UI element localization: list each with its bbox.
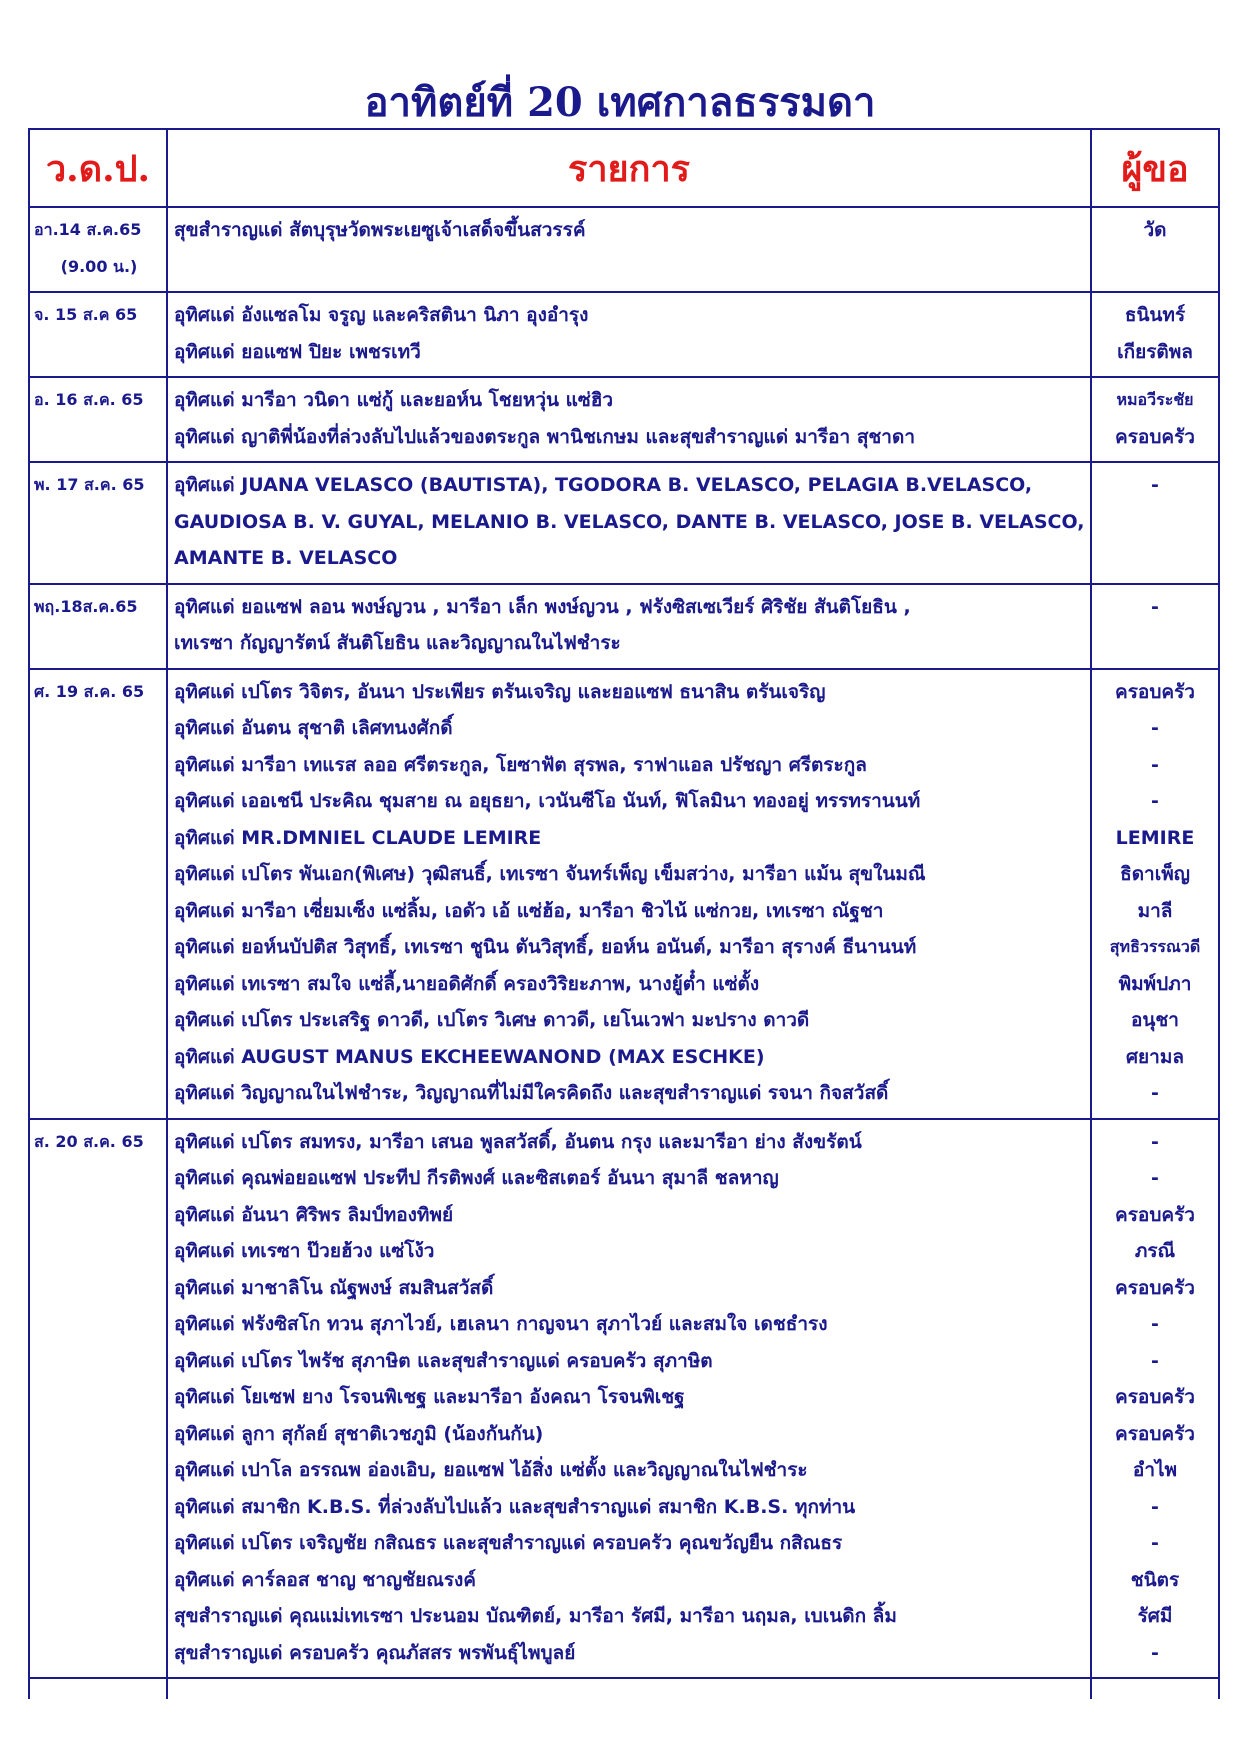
row-date	[29, 584, 167, 669]
row-date-text: พ. 17 ส.ค. 65	[34, 475, 145, 494]
row-date-text: ส. 20 ส.ค. 65	[34, 1131, 144, 1151]
requester-name: -	[1151, 1167, 1159, 1189]
intention-line: อุทิศแด่ เปาโล อรรณพ อ่องเอิบ, ยอแซฟ ไอ้สิ่ง แซ่ตั้ง และวิญญาณในไฟชำระ	[174, 1459, 808, 1481]
table-body	[29, 207, 1219, 1699]
page-title: อาทิตย์ที่ 20 เทศกาลธรรมดา	[364, 79, 876, 126]
row-date-text: อา.14 ส.ค.65	[34, 220, 142, 239]
row-items	[167, 669, 1091, 1119]
requester-name: -	[1151, 1130, 1159, 1153]
table-row	[29, 669, 1219, 1119]
intention-line: อุทิศแด่ เปโตร พันเอก(พิเศษ) วุฒิสนธิ์, เทเรซา จันทร์เพ็ญ เข็มสว่าง, มารีอา แม้น สุขในมณี	[174, 863, 926, 885]
row-items	[167, 377, 1091, 462]
intention-line: อุทิศแด่ เปโตร ประเสริฐ ดาวดี, เปโตร วิเศษ ดาวดี, เยโนเวฟา มะปราง ดาวดี	[174, 1009, 810, 1031]
intention-line: อุทิศแด่ มารีอา เซี่ยมเซ็ง แซ่ลิ้ม, เอดัว เอ้ แซ่ฮ้อ, มารีอา ชิวไน้ แซ่กวย, เทเรซา ณัฐชา	[174, 899, 884, 922]
intention-line: อุทิศแด่ ยอแซฟ ลอน พงษ์ญวน , มารีอา เล็ก พงษ์ญวน , ฟรังซิสเซเวียร์ ศิริชัย สันติโยธิน ,	[174, 595, 911, 618]
intention-line: อุทิศแด่ เออเชนี ประคิณ ชุมสาย ณ อยุธยา, เวนันซีโอ นันท์, ฟิโลมินา ทองอยู่ ทรรทรานนท์	[174, 790, 921, 812]
intention-line: อุทิศแด่ JUANA VELASCO (BAUTISTA), TGODORA B. VELASCO, PELAGIA B.VELASCO,	[174, 474, 1033, 496]
requester-name: ธิดาเพ็ญ	[1120, 863, 1190, 885]
intention-line: สุขสำราญแด่ คุณแม่เทเรซา ประนอม บัณฑิตย์, มารีอา รัศมี, มารีอา นฤมล, เบเนดิก ลิ้ม	[174, 1605, 897, 1627]
requester-name: ครอบครัว	[1115, 1422, 1195, 1445]
requester-name: ธนินทร์	[1124, 304, 1186, 326]
requester-name: -	[1151, 474, 1159, 496]
intention-line: อุทิศแด่ ญาติพี่น้องที่ล่วงลับไปแล้วของตระกูล พานิชเกษม และสุขสำราญแด่ มารีอา สุชาดา	[174, 425, 915, 448]
row-items	[167, 207, 1091, 292]
intention-line: AMANTE B. VELASCO	[174, 547, 398, 569]
intention-line: อุทิศแด่ มารีอา วนิดา แซ่กู้ และยอห์น โชยหวุ่น แซ่ฮิว	[174, 389, 614, 411]
intention-line: GAUDIOSA B. V. GUYAL, MELANIO B. VELASCO, DANTE B. VELASCO, JOSE B. VELASCO,	[174, 510, 1085, 533]
intention-line: อุทิศแด่ เปโตร เจริญชัย กสิณธร และสุขสำราญแด่ ครอบครัว คุณขวัญยืน กสิณธร	[174, 1532, 843, 1554]
intention-line: อุทิศแด่ คุณพ่อยอแซฟ ประทีป กีรติพงศ์ และซิสเตอร์ อันนา สุมาลี ชลหาญ	[174, 1167, 779, 1189]
requester-name: -	[1151, 1495, 1159, 1518]
table-row	[29, 1119, 1219, 1679]
row-requesters	[1091, 462, 1219, 584]
row-requesters	[1091, 292, 1219, 377]
table-row	[29, 377, 1219, 462]
row-date	[29, 669, 167, 1119]
requester-name: -	[1151, 1641, 1159, 1664]
requester-name: -	[1151, 717, 1159, 739]
table-row-continuation	[29, 1678, 1219, 1699]
intentions-table	[28, 128, 1220, 1699]
intention-line: สุขสำราญแด่ ครอบครัว คุณภัสสร พรพันธุ์ไพบูลย์	[174, 1641, 576, 1664]
header-requester: ผู้ขอ	[1091, 129, 1219, 207]
intention-line: อุทิศแด่ คาร์ลอส ชาญ ชาญชัยณรงค์	[174, 1568, 477, 1591]
requester-name: รัศมี	[1137, 1605, 1173, 1627]
intention-line: สุขสำราญแด่ สัตบุรุษวัดพระเยซูเจ้าเสด็จขึ้นสวรรค์	[174, 219, 586, 241]
requester-name: LEMIRE	[1115, 826, 1195, 849]
intention-line: อุทิศแด่ ยอห์นบัปติส วิสุทธิ์, เทเรซา ชูนิน ตันวิสุทธิ์, ยอห์น อนันต์, มารีอา สุรางค์ ธีนานนท์	[174, 936, 917, 958]
row-date-text: จ. 15 ส.ค 65	[34, 305, 138, 324]
requester-name: -	[1151, 753, 1159, 776]
header-date: ว.ด.ป.	[29, 129, 167, 207]
requester-name: -	[1151, 1082, 1159, 1104]
table-row	[29, 584, 1219, 669]
intention-line: อุทิศแด่ มารีอา เทแรส ลออ ศรีตระกูล, โยซาฟัต สุรพล, ราฟาแอล ปรัชญา ศรีตระกูล	[174, 753, 867, 776]
requester-name: ชนิตร	[1130, 1568, 1180, 1591]
row-requesters	[1091, 584, 1219, 669]
row-items	[167, 462, 1091, 584]
intention-line: อุทิศแด่ โยเซฟ ยาง โรจนพิเชฐ และมารีอา อังคณา โรจนพิเชฐ	[174, 1386, 685, 1408]
intention-line: อุทิศแด่ เทเรซา ป๊วยฮ้วง แซ่โง้ว	[174, 1240, 435, 1262]
row-date-text: อ. 16 ส.ค. 65	[34, 390, 144, 409]
requester-name: -	[1151, 1313, 1159, 1335]
intention-line: อุทิศแด่ อันนา ศิริพร ลิมป์ทองทิพย์	[174, 1203, 454, 1226]
intention-line: อุทิศแด่ เปโตร ไพรัช สุภาษิต และสุขสำราญแด่ ครอบครัว สุภาษิต	[174, 1349, 713, 1372]
row-date-text: พฤ.18ส.ค.65	[34, 596, 138, 616]
row-items	[167, 1119, 1091, 1679]
row-date	[29, 377, 167, 462]
row-date-text: ศ. 19 ส.ค. 65	[34, 681, 145, 701]
requester-name: หมอวีระชัย	[1116, 390, 1194, 409]
row-requesters	[1091, 207, 1219, 292]
header-items: รายการ	[167, 129, 1091, 207]
row-requesters	[1091, 1119, 1219, 1679]
intention-line: อุทิศแด่ AUGUST MANUS EKCHEEWANOND (MAX ESCHKE)	[174, 1045, 765, 1068]
intention-line: อุทิศแด่ วิญญาณในไฟชำระ, วิญญาณที่ไม่มีใครคิดถึง และสุขสำราญแด่ รจนา กิจสวัสดิ์	[174, 1082, 889, 1104]
requester-name: -	[1151, 1532, 1159, 1554]
requester-name: ครอบครัว	[1115, 1276, 1195, 1299]
row-date-subtext: (9.00 น.)	[60, 256, 138, 276]
requester-name: อนุชา	[1131, 1009, 1179, 1031]
intention-line: อุทิศแด่ ลูกา สุกัลย์ สุชาติเวชภูมิ (น้องกันกัน)	[174, 1422, 544, 1445]
empty-cell	[167, 1678, 1091, 1699]
table-header-row	[29, 129, 1219, 207]
requester-name: สุทธิวรรณวดี	[1109, 937, 1201, 956]
row-items	[167, 584, 1091, 669]
intention-line: อุทิศแด่ อังแซลโม จรูญ และคริสตินา นิภา อุงอำรุง	[174, 304, 589, 326]
requester-name: ภรณี	[1134, 1240, 1176, 1262]
intention-line: อุทิศแด่ เปโตร วิจิตร, อันนา ประเพียร ตรันเจริญ และยอแซฟ ธนาสิน ตรันเจริญ	[174, 680, 826, 703]
requester-name: เกียรติพล	[1117, 340, 1193, 363]
intention-line: อุทิศแด่ ยอแซฟ ปิยะ เพชรเทวี	[174, 340, 421, 363]
intention-line: อุทิศแด่ MR.DMNIEL CLAUDE LEMIRE	[174, 826, 542, 849]
row-requesters	[1091, 377, 1219, 462]
row-date	[29, 1119, 167, 1679]
requester-name: -	[1151, 1349, 1159, 1372]
empty-cell	[29, 1678, 167, 1699]
intention-line: อุทิศแด่ มาชาลิโน ณัฐพงษ์ สมสินสวัสดิ์	[174, 1276, 494, 1299]
intention-line: อุทิศแด่ สมาชิก K.B.S. ที่ล่วงลับไปแล้ว และสุขสำราญแด่ สมาชิก K.B.S. ทุกท่าน	[174, 1495, 856, 1518]
requester-name: วัด	[1143, 219, 1167, 241]
requester-name: ครอบครัว	[1115, 425, 1195, 448]
requester-name: -	[1151, 790, 1159, 812]
requester-name: อำไพ	[1132, 1459, 1178, 1481]
requester-name: ครอบครัว	[1115, 1203, 1195, 1226]
requester-name: ครอบครัว	[1115, 680, 1195, 703]
row-date	[29, 207, 167, 292]
row-date	[29, 462, 167, 584]
empty-cell	[1091, 1678, 1219, 1699]
intention-line: เทเรซา กัญญารัตน์ สันติโยธิน และวิญญาณในไฟชำระ	[174, 632, 621, 654]
intention-line: อุทิศแด่ เปโตร สมทรง, มารีอา เสนอ พูลสวัสดิ์, อันตน กรุง และมารีอา ย่าง สังขรัตน์	[174, 1130, 862, 1153]
table-row	[29, 207, 1219, 292]
row-items	[167, 292, 1091, 377]
requester-name: ครอบครัว	[1115, 1386, 1195, 1408]
requester-name: -	[1151, 595, 1159, 618]
requester-name: มาลี	[1137, 899, 1173, 922]
intention-line: อุทิศแด่ อันตน สุชาติ เลิศทนงศักดิ์	[174, 717, 453, 739]
table-row	[29, 462, 1219, 584]
row-requesters	[1091, 669, 1219, 1119]
intention-line: อุทิศแด่ ฟรังซิสโก ทวน สุภาไวย์, เฮเลนา กาญจนา สุภาไวย์ และสมใจ เดชธำรง	[174, 1313, 828, 1335]
table-row	[29, 292, 1219, 377]
intention-line: อุทิศแด่ เทเรซา สมใจ แซ่ลี้,นายอดิศักดิ์ ครองวิริยะภาพ, นางยู้ต๋ำ แซ่ตั้ง	[174, 972, 760, 995]
requester-name: พิมพ์ปภา	[1118, 972, 1192, 995]
row-date	[29, 292, 167, 377]
requester-name: ศยามล	[1125, 1045, 1185, 1068]
